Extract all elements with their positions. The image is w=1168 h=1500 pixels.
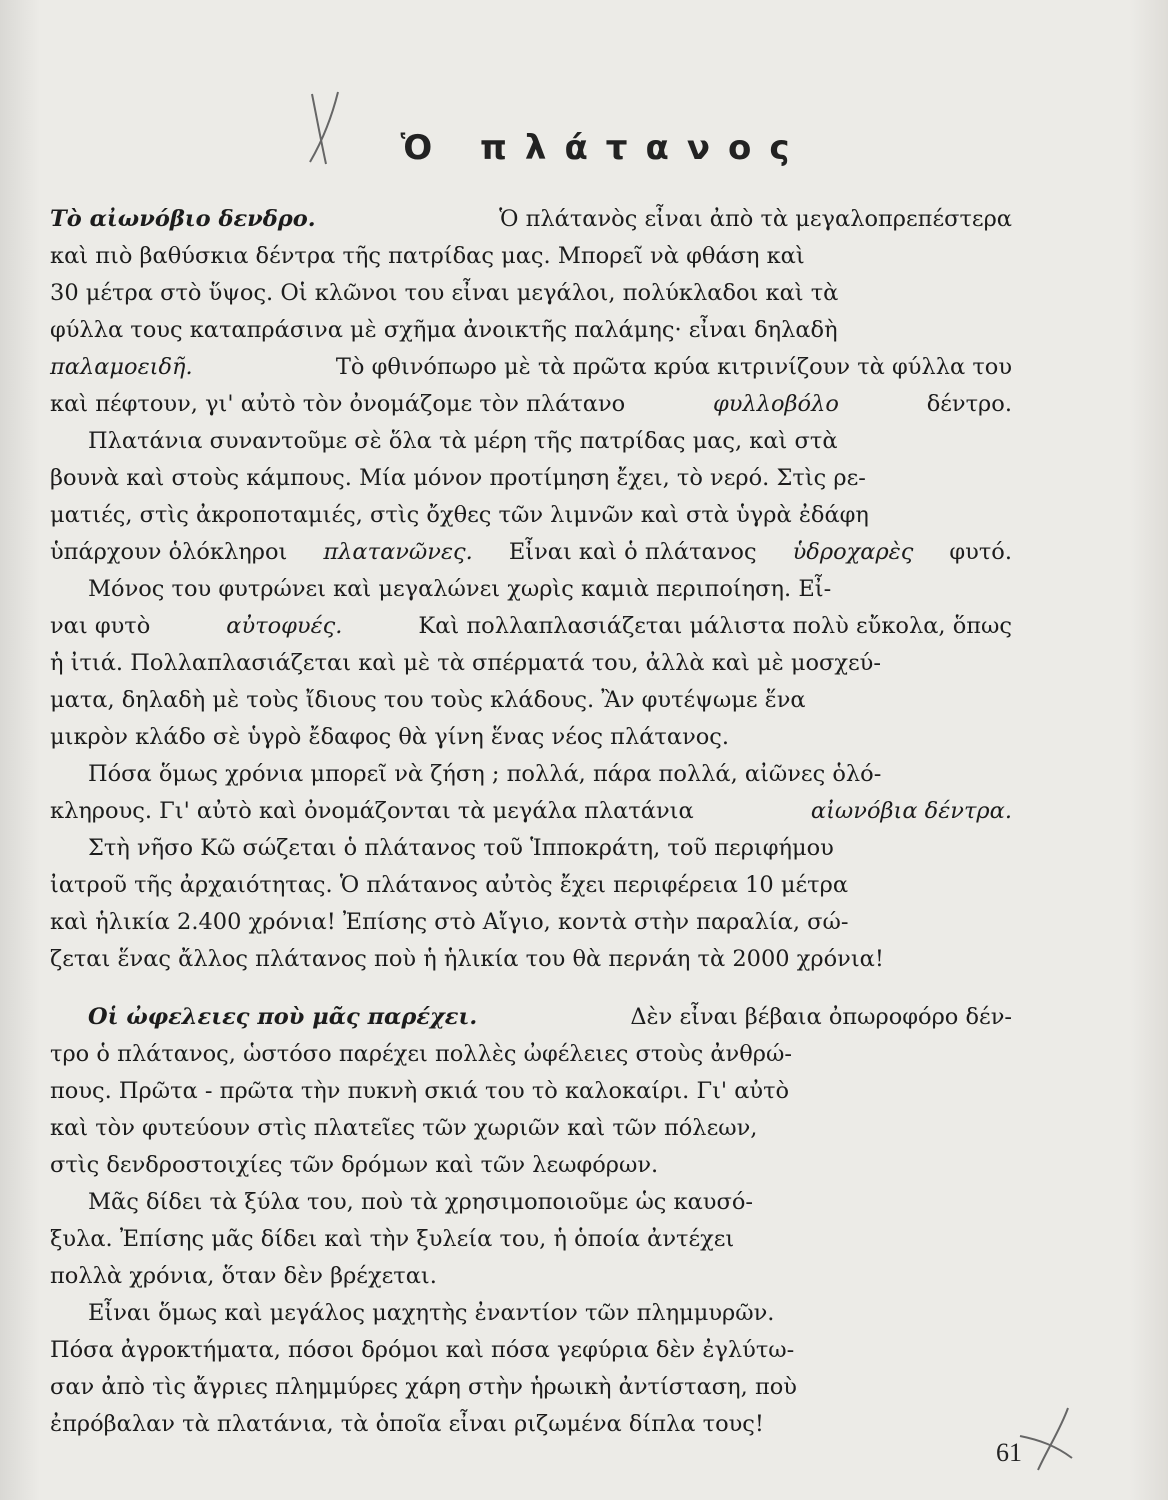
- text-line: ἐπρόβαλαν τὰ πλατάνια, τὰ ὁποῖα εἶναι ριζωμένα δίπλα τους!: [50, 1411, 764, 1437]
- text-line: παλαμοειδῆ. Τὸ φθινόπωρο μὲ τὰ πρῶτα κρύα κιτρινίζουν τὰ φύλλα του: [50, 354, 1012, 380]
- text-line: ξυλα. Ἐπίσης μᾶς δίδει καὶ τὴν ξυλεία του, ἡ ὁποία ἀντέχει: [50, 1226, 735, 1252]
- text-line: ἡ ἰτιά. Πολλαπλασιάζεται καὶ μὲ τὰ σπέρματά του, ἀλλὰ καὶ μὲ μοσχεύ-: [50, 650, 881, 676]
- text-line: Πλατάνια συναντοῦμε σὲ ὅλα τὰ μέρη τῆς πατρίδας μας, καὶ στὰ: [88, 428, 838, 454]
- text-line: ματα, δηλαδὴ μὲ τοὺς ἴδιους του τοὺς κλάδους. Ἂν φυτέψωμε ἕνα: [50, 687, 806, 713]
- text-line: Μᾶς δίδει τὰ ξύλα του, ποὺ τὰ χρησιμοποιοῦμε ὡς καυσό-: [88, 1189, 753, 1215]
- text-line: ὑπάρχουν ὁλόκληροι πλατανῶνες. Εἶναι καὶ ὁ πλάτανος ὑδροχαρὲς φυτό.: [50, 539, 1012, 565]
- text-line: ναι φυτὸ αὐτοφυές. Καὶ πολλαπλασιάζεται μάλιστα πολὺ εὔκολα, ὅπως: [50, 613, 1012, 639]
- text-line: κληρους. Γι' αὐτὸ καὶ ὀνομάζονται τὰ μεγάλα πλατάνια αἰωνόβια δέντρα.: [50, 798, 1012, 824]
- text-line: ἰατροῦ τῆς ἀρχαιότητας. Ὁ πλάτανος αὐτὸς ἔχει περιφέρεια 10 μέτρα: [50, 872, 849, 898]
- page-number: 61: [996, 1438, 1022, 1467]
- text-line: καὶ πιὸ βαθύσκια δέντρα τῆς πατρίδας μας. Μπορεῖ νὰ φθάση καὶ: [50, 243, 805, 269]
- text-line: Μόνος του φυτρώνει καὶ μεγαλώνει χωρὶς καμιὰ περιποίηση. Εἶ-: [88, 576, 832, 602]
- text-line: μικρὸν κλάδο σὲ ὑγρὸ ἔδαφος θὰ γίνη ἕνας νέος πλάτανος.: [50, 724, 730, 750]
- text-line: Οἱ ὠφελειες ποὺ μᾶς παρέχει. Δὲν εἶναι βέβαια ὀπωροφόρο δέν-: [88, 1000, 1012, 1034]
- text-line: καὶ τὸν φυτεύουν στὶς πλατεῖες τῶν χωριῶν καὶ τῶν πόλεων,: [50, 1115, 758, 1141]
- text-line: Εἶναι ὅμως καὶ μεγάλος μαχητὴς ἐναντίον τῶν πλημμυρῶν.: [88, 1300, 775, 1326]
- text-line: Τὸ αἰωνόβιο δενδρο. Ὁ πλάτανὸς εἶναι ἀπὸ τὰ μεγαλοπρεπέστερα: [50, 202, 1012, 236]
- text-line: Στὴ νῆσο Κῶ σώζεται ὁ πλάτανος τοῦ Ἱπποκράτη, τοῦ περιφήμου: [88, 835, 834, 861]
- text-line: καὶ πέφτουν, γι' αὐτὸ τὸν ὀνομάζομε τὸν πλάτανο φυλλοβόλο δέντρο.: [50, 391, 1012, 417]
- page-title: Ὁ πλάτανος: [400, 128, 808, 168]
- text-line: στὶς δενδροστοιχίες τῶν δρόμων καὶ τῶν λεωφόρων.: [50, 1152, 659, 1178]
- text-line: Πόσα ὅμως χρόνια μπορεῖ νὰ ζήση ; πολλά, πάρα πολλά, αἰῶνες ὁλό-: [88, 761, 882, 787]
- section-heading: Τὸ αἰωνόβιο δενδρο.: [50, 206, 316, 232]
- text-line: καὶ ἡλικία 2.400 χρόνια! Ἐπίσης στὸ Αἴγιο, κοντὰ στὴν παραλία, σώ-: [50, 909, 849, 935]
- text-line: τρο ὁ πλάτανος, ὡστόσο παρέχει πολλὲς ὠφέλειες στοὺς ἀνθρώ-: [50, 1041, 792, 1067]
- text-line: φύλλα τους καταπράσινα μὲ σχῆμα ἀνοικτῆς παλάμης· εἶναι δηλαδὴ: [50, 317, 838, 343]
- text-line: 30 μέτρα στὸ ὕψος. Οἱ κλῶνοι του εἶναι μεγάλοι, πολύκλαδοι καὶ τὰ: [50, 280, 839, 306]
- text-line: πολλὰ χρόνια, ὅταν δὲν βρέχεται.: [50, 1263, 437, 1289]
- text-line: ματιές, στὶς ἀκροποταμιές, στὶς ὄχθες τῶν λιμνῶν καὶ στὰ ὑγρὰ ἐδάφη: [50, 502, 869, 528]
- text-line: βουνὰ καὶ στοὺς κάμπους. Μία μόνον προτίμηση ἔχει, τὸ νερό. Στὶς ρε-: [50, 465, 866, 491]
- text-line: Πόσα ἀγροκτήματα, πόσοι δρόμοι καὶ πόσα γεφύρια δὲν ἐγλύτω-: [50, 1337, 795, 1363]
- section-heading: Οἱ ὠφελειες ποὺ μᾶς παρέχει.: [88, 1004, 478, 1030]
- text-line: ζεται ἕνας ἄλλος πλάτανος ποὺ ἡ ἡλικία του θὰ περνάη τὰ 2000 χρόνια!: [50, 946, 884, 972]
- text-line: πους. Πρῶτα - πρῶτα τὴν πυκνὴ σκιά του τὸ καλοκαίρι. Γι' αὐτὸ: [50, 1078, 790, 1104]
- text-line: σαν ἀπὸ τὶς ἄγριες πλημμύρες χάρη στὴν ἡρωικὴ ἀντίσταση, ποὺ: [50, 1374, 797, 1400]
